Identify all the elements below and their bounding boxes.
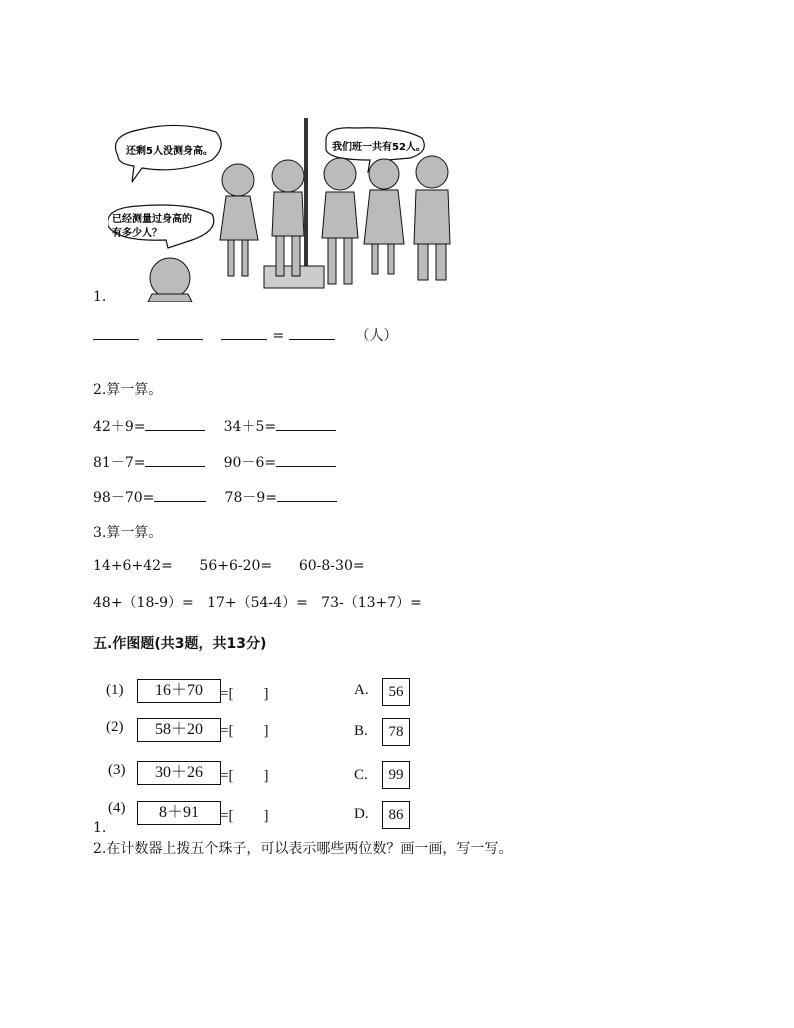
option-answer-box: 99	[382, 761, 410, 789]
option-label: A.	[354, 682, 369, 698]
arithmetic-row	[93, 452, 336, 472]
question-2-title: 2.算一算。	[93, 382, 163, 398]
expression-box: 8＋91	[137, 801, 221, 825]
answer-bracket[interactable]: =[ ]	[220, 808, 269, 824]
problem-text: 34＋5=	[223, 419, 277, 435]
answer-blank[interactable]	[276, 416, 336, 431]
match-label: (1)	[106, 682, 124, 698]
answer-blank[interactable]	[145, 416, 205, 431]
option-label: C.	[354, 767, 368, 783]
match-label: (3)	[108, 762, 126, 778]
expression-box: 58＋20	[137, 718, 221, 742]
unit-label: （人）	[355, 328, 398, 344]
section-5-item-2-text: 2.在计数器上拨五个珠子，可以表示哪些两位数？画一画，写一写。	[93, 841, 513, 857]
problem-text: 90－6=	[223, 455, 277, 471]
option-label: D.	[354, 806, 369, 822]
bubble-text-question-1: 已经测量过身高的	[112, 214, 192, 225]
question-3-title: 3.算一算。	[93, 525, 163, 541]
arithmetic-row	[93, 487, 337, 507]
question-1-number: 1.	[93, 289, 107, 305]
match-label: (2)	[106, 719, 124, 735]
expression-box: 30＋26	[137, 761, 221, 785]
match-label: (4)	[108, 800, 126, 816]
option-answer-box: 56	[382, 678, 410, 706]
section-5-item-1-number: 1.	[93, 820, 107, 836]
height-measuring-illustration	[108, 116, 464, 302]
bubble-text-question-2: 有多少人？	[112, 228, 162, 239]
arithmetic-row	[93, 416, 336, 436]
option-answer-box: 86	[382, 801, 410, 829]
question-1-answer-line	[93, 325, 397, 345]
problem-text: 81－7=	[93, 455, 146, 471]
answer-blank[interactable]	[277, 487, 337, 502]
expression-box: 16＋70	[137, 679, 221, 703]
answer-blank[interactable]	[145, 452, 205, 467]
problem-text: 78－9=	[224, 490, 277, 506]
answer-blank[interactable]	[289, 325, 335, 340]
problem-text: 42＋9=	[93, 419, 146, 435]
option-answer-box: 78	[382, 718, 410, 746]
answer-blank[interactable]	[276, 452, 336, 467]
question-3-line-2: 48+（18-9）= 17+（54-4）= 73-（13+7）=	[93, 595, 422, 611]
option-label: B.	[354, 723, 368, 739]
answer-blank[interactable]	[221, 325, 267, 340]
bubble-text-remaining: 还剩5人没测身高。	[126, 146, 213, 157]
answer-bracket[interactable]: =[ ]	[220, 768, 269, 784]
answer-blank[interactable]	[157, 325, 203, 340]
bubble-text-total: 我们班一共有52人。	[332, 142, 426, 153]
problem-text: 98－70=	[93, 490, 155, 506]
section-5-title: 五.作图题(共3题，共13分)	[93, 636, 267, 652]
answer-blank[interactable]	[93, 325, 139, 340]
answer-bracket[interactable]: =[ ]	[220, 723, 269, 739]
question-3-line-1: 14+6+42= 56+6-20= 60-8-30=	[93, 558, 365, 574]
answer-bracket[interactable]: =[ ]	[220, 686, 269, 702]
answer-blank[interactable]	[154, 487, 206, 502]
equals-sign: =	[272, 328, 285, 344]
